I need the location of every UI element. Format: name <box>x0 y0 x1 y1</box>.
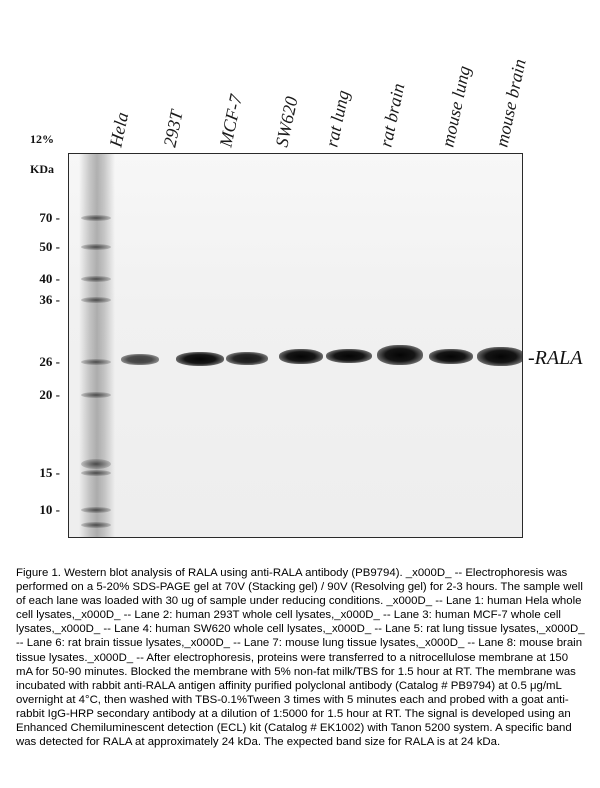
ladder-band-26 <box>81 359 111 365</box>
gel-percent-label: 12% <box>30 132 54 146</box>
marker-70: 70 - <box>39 210 60 225</box>
lane-label-8: mouse brain <box>491 57 530 149</box>
ladder-band-50 <box>81 244 111 250</box>
lane-label-5: rat lung <box>321 88 353 149</box>
ladder-band-15-a <box>81 459 111 469</box>
rala-band-lane-2 <box>176 352 224 366</box>
marker-15: 15 - <box>39 465 60 480</box>
ladder-band-15-b <box>81 470 111 476</box>
ladder-band-70 <box>81 215 111 221</box>
blot-membrane <box>68 153 523 538</box>
figure-caption: Figure 1. Western blot analysis of RALA using anti-RALA antibody (PB9794). _x000D_ -- Electrophoresis was performed on a 5-20% SDS-PAGE gel at 70V (Stacking gel) / 90V (Resolving gel) for 2-3 hours. The sample well of each lane was loaded with 30 ug of sample under reducing conditions. _x000D_ -- Lane 1: human Hela whole cell lysates,_x000D_ -- Lane 2: human 293T whole cell lysates,_x000D_ -- Lane 3: human MCF-7 whole cell lysates,_x000D_ -- Lane 4: human SW620 whole cell lysates,_x000D_ -- Lane 5: rat lung tissue lysates,_x000D_ -- Lane 6: rat brain tissue lysates,_x000D_ -- Lane 7: mouse lung tissue lysates,_x000D_ -- Lane 8: mouse brain tissue lysates._x000D_ -- After electrophoresis, proteins were transferred to a nitrocellulose membrane at 150 mA for 50-90 minutes. Blocked the membrane with 5% non-fat milk/TBS for 1.5 hour at RT. The membrane was incubated with rabbit anti-RALA antigen affinity purified polyclonal antibody (Catalog # PB9794) at 0.5 μg/mL overnight at 4°C, then washed with TBS-0.1%Tween 3 times with 5 minutes each and probed with a goat anti-rabbit IgG-HRP secondary antibody at a dilution of 1:5000 for 1.5 hour at RT. The signal is developed using an Enhanced Chemiluminescent detection (ECL) kit (Catalog # EK1002) with Tanon 5200 system. A specific band was detected for RALA at approximately 24 kDa. The expected band size for RALA is at 24 kDa. <box>16 567 585 749</box>
marker-36: 36 - <box>39 292 60 307</box>
rala-band-lane-4 <box>279 349 323 364</box>
ladder-band-40 <box>81 276 111 282</box>
rala-band-lane-7 <box>429 349 473 364</box>
rala-band-lane-8 <box>477 347 523 366</box>
lane-label-1: Hela <box>105 110 133 149</box>
lane-label-7: mouse lung <box>437 63 475 149</box>
lane-label-3: MCF-7 <box>215 92 247 149</box>
lane-label-2: 293T <box>159 108 187 149</box>
marker-10: 10 - <box>39 502 60 517</box>
ladder-band-bottom <box>81 522 111 528</box>
lane-label-4: SW620 <box>271 94 302 149</box>
rala-band-lane-5 <box>326 349 372 363</box>
rala-band-label: -RALA <box>528 347 583 369</box>
marker-50: 50 - <box>39 239 60 254</box>
rala-band-lane-6 <box>377 345 423 365</box>
rala-band-lane-3 <box>226 352 268 365</box>
ladder-band-10 <box>81 507 111 513</box>
marker-20: 20 - <box>39 387 60 402</box>
protein-ladder-lane <box>79 154 115 537</box>
marker-26: 26 - <box>39 354 60 369</box>
rala-band-lane-1 <box>121 354 159 365</box>
kda-unit-label: KDa <box>30 162 54 176</box>
marker-40: 40 - <box>39 271 60 286</box>
ladder-band-20 <box>81 392 111 398</box>
ladder-band-36 <box>81 297 111 303</box>
lane-label-6: rat brain <box>375 81 409 149</box>
